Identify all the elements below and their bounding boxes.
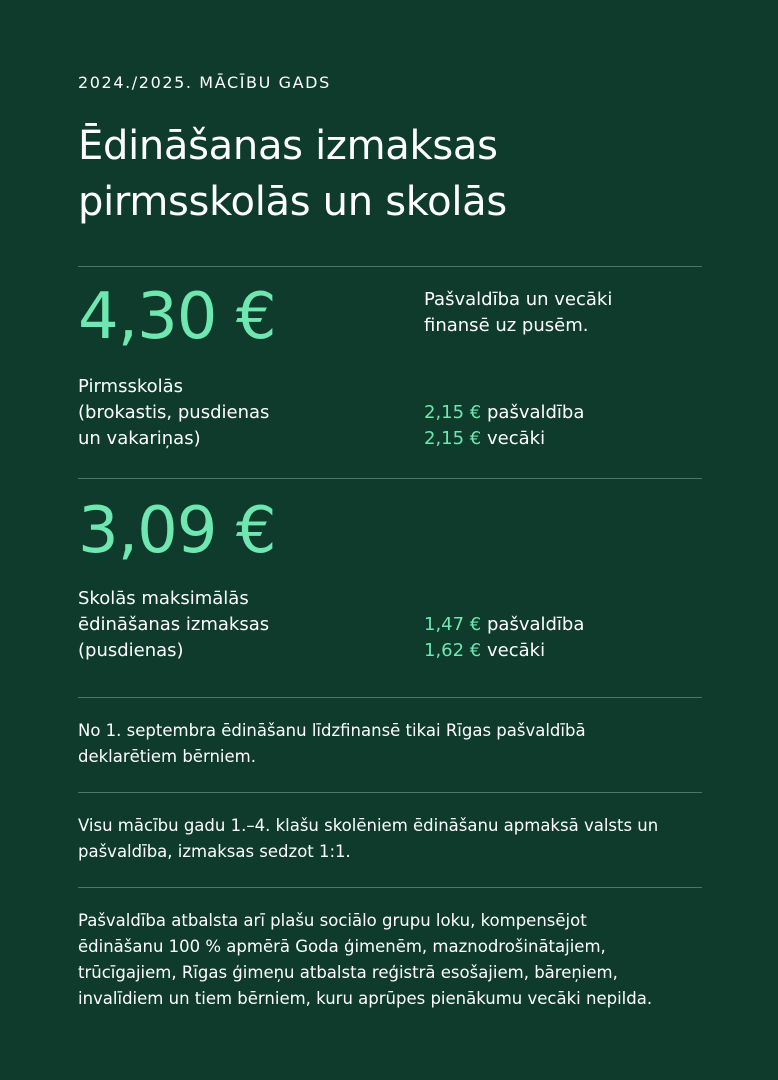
note-3-line-3: trūcīgajiem, Rīgas ģimeņu atbalsta reģistrā esošajiem, bāreņiem, bbox=[78, 963, 618, 982]
note-3-line-2: ēdināšanu 100 % apmērā Goda ģimenēm, maznodrošinātajiem, bbox=[78, 937, 606, 956]
preschool-caption-line-2: (brokastis, pusdienas bbox=[78, 402, 270, 423]
school-split bbox=[424, 612, 584, 664]
school-caption bbox=[78, 586, 269, 664]
preschool-split bbox=[424, 400, 584, 452]
note-3-line-4: invalīdiem un tiem bērniem, kuru aprūpes pienākumu vecāki nepilda. bbox=[78, 989, 653, 1008]
note-2-line-1: Visu mācību gadu 1.–4. klašu skolēniem ēdināšanu apmaksā valsts un bbox=[78, 816, 659, 835]
preschool-split-parents bbox=[424, 426, 584, 452]
note-1-line-2: deklarētiem bērniem. bbox=[78, 747, 256, 766]
preschool-caption-line-3: un vakariņas) bbox=[78, 428, 201, 449]
divider-4 bbox=[78, 792, 702, 793]
preschool-municipality-label: pašvaldība bbox=[481, 402, 585, 423]
note-3-line-1: Pašvaldība atbalsta arī plašu sociālo grupu loku, kompensējot bbox=[78, 911, 587, 930]
preschool-caption-line-1: Pirmsskolās bbox=[78, 376, 184, 397]
note-2-line-2: pašvaldība, izmaksas sedzot 1:1. bbox=[78, 842, 351, 861]
school-year-label: 2024./2025. MĀCĪBU GADS bbox=[78, 73, 331, 92]
school-price: 3,09 € bbox=[78, 494, 276, 568]
preschool-municipality-amount: 2,15 € bbox=[424, 402, 482, 423]
note-grades-1-4 bbox=[78, 813, 702, 865]
preschool-funding-line-1: Pašvaldība un vecāki bbox=[424, 289, 613, 310]
preschool-funding-line-2: finansē uz pusēm. bbox=[424, 315, 589, 336]
preschool-split-municipality bbox=[424, 400, 584, 426]
page-title bbox=[78, 118, 507, 230]
title-line-2: pirmsskolās un skolās bbox=[78, 179, 507, 225]
infographic bbox=[78, 0, 702, 1080]
preschool-parents-amount: 2,15 € bbox=[424, 428, 482, 449]
school-split-municipality bbox=[424, 612, 584, 638]
school-split-parents bbox=[424, 638, 584, 664]
note-1-line-1: No 1. septembra ēdināšanu līdzfinansē tikai Rīgas pašvaldībā bbox=[78, 721, 586, 740]
preschool-caption bbox=[78, 374, 269, 452]
school-caption-line-2: ēdināšanas izmaksas bbox=[78, 614, 270, 635]
school-parents-amount: 1,62 € bbox=[424, 640, 482, 661]
divider-5 bbox=[78, 887, 702, 888]
divider-2 bbox=[78, 478, 702, 479]
preschool-price: 4,30 € bbox=[78, 280, 276, 354]
school-municipality-label: pašvaldība bbox=[481, 614, 585, 635]
divider-3 bbox=[78, 697, 702, 698]
school-parents-label: vecāki bbox=[481, 640, 546, 661]
divider-1 bbox=[78, 266, 702, 267]
note-social-groups bbox=[78, 908, 702, 1012]
school-caption-line-1: Skolās maksimālās bbox=[78, 588, 249, 609]
preschool-funding-note bbox=[424, 287, 612, 339]
school-caption-line-3: (pusdienas) bbox=[78, 640, 184, 661]
school-municipality-amount: 1,47 € bbox=[424, 614, 482, 635]
preschool-parents-label: vecāki bbox=[481, 428, 546, 449]
note-riga-residents bbox=[78, 718, 702, 770]
title-line-1: Ēdināšanas izmaksas bbox=[78, 123, 498, 169]
